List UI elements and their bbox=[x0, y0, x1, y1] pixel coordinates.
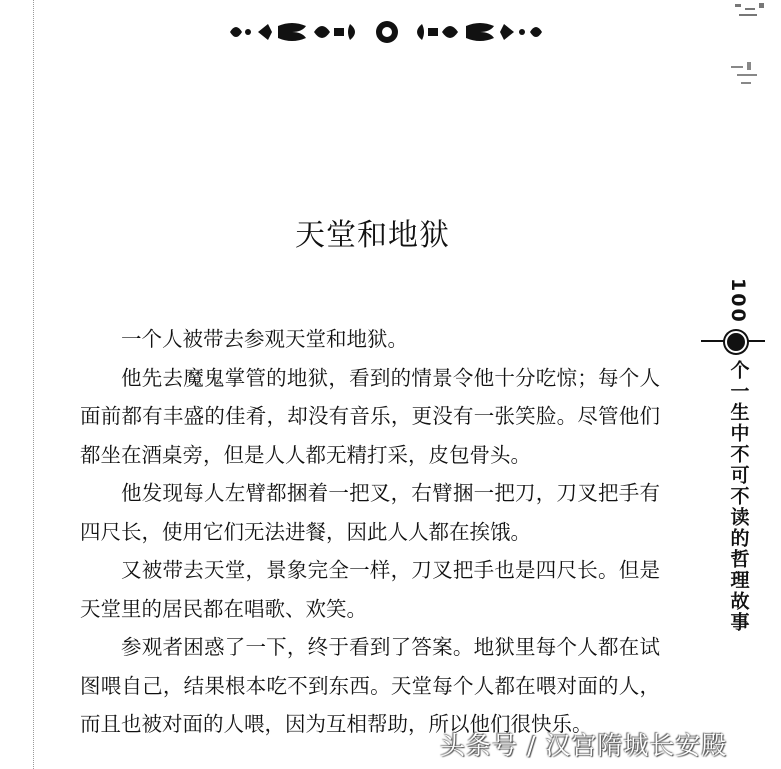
story-body bbox=[80, 320, 660, 744]
scan-artifact-mark bbox=[725, 0, 777, 32]
book-side-number: 100 bbox=[727, 278, 749, 324]
paragraph: 参观者困惑了一下，终于看到了答案。地狱里每个人都在试图喂自己，结果根本吃不到东西。天堂每个人都在喂对面的人，而且也被对面的人喂，因为互相帮助，所以他们很快乐。 bbox=[80, 635, 660, 736]
page-title: 天堂和地狱 bbox=[295, 218, 450, 253]
ornament-header bbox=[222, 12, 552, 52]
paragraph: 他先去魔鬼掌管的地狱，看到的情景令他十分吃惊；每个人面前都有丰盛的佳肴，却没有音乐，更没有一张笑脸。尽管他们都坐在酒桌旁，但是人人都无精打采，皮包骨头。 bbox=[80, 365, 660, 467]
book-side-text: 个一生中不可不读的哲理故事 bbox=[727, 359, 750, 633]
watermark: 头条号 / 汉宫隋城长安殿 bbox=[440, 731, 728, 760]
book-side-title bbox=[716, 278, 760, 633]
paragraph: 他发现每人左臂都捆着一把叉，右臂捆一把刀，刀叉把手有四尺长，使用它们无法进餐，因此人人都在挨饿。 bbox=[80, 481, 660, 544]
side-circle-divider bbox=[701, 330, 765, 352]
page-gutter-line bbox=[33, 0, 34, 769]
paragraph: 一个人被带去参观天堂和地狱。 bbox=[121, 327, 408, 351]
circle-icon bbox=[725, 331, 747, 353]
scan-artifact-mark bbox=[725, 60, 777, 92]
paragraph: 又被带去天堂，景象完全一样，刀叉把手也是四尺长。但是天堂里的居民都在唱歌、欢笑。 bbox=[80, 558, 660, 621]
